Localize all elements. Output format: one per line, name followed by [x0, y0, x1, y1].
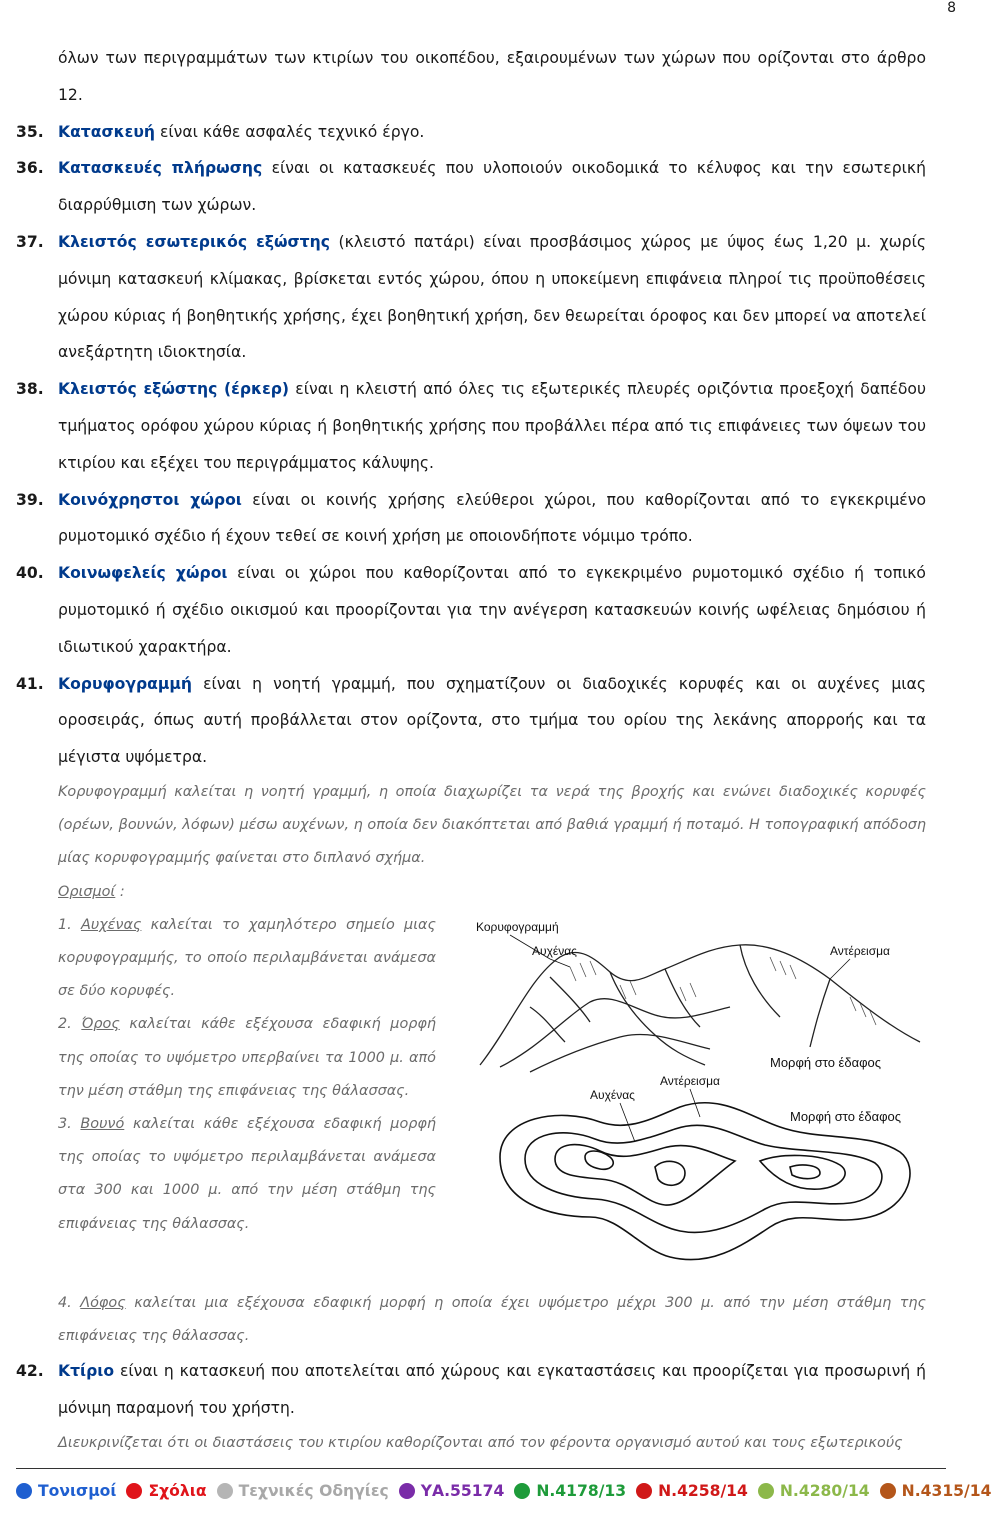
definition-4 [16, 1287, 926, 1353]
saddle-definition [58, 909, 436, 1009]
legend-label: Τονισμοί [38, 1482, 117, 1500]
definition-number: 1. [58, 916, 81, 933]
item-text [58, 555, 926, 665]
item-body: είναι οι χώροι που καθορίζονται από το εγκεκριμένο ρυμοτομικό σχέδιο ή τοπικό ρυμοτομικό ή σχέδιο οικισμού και προορίζονται για την ανέγερση κατασκευών κοινής ωφέλειας δημόσιου ή ιδιωτικού χαρακτήρα. [58, 564, 926, 656]
mountain-range-definition-link[interactable]: Όρος [81, 1016, 120, 1033]
definition-item [16, 114, 926, 151]
legend-dot-icon [514, 1483, 530, 1499]
definitions-block [16, 909, 926, 1287]
legend-label: Ν.4178/13 [536, 1482, 627, 1500]
legend-dot-icon [217, 1483, 233, 1499]
item-body: είναι οι κατασκευές που υλοποιούν οικοδομικά το κέλυφος και την εσωτερική διαρρύθμιση των χώρων. [58, 159, 926, 215]
legend-dot-icon [758, 1483, 774, 1499]
legend-label: Ν.4280/14 [779, 1482, 870, 1500]
legend-link-2[interactable] [126, 1482, 206, 1500]
legend-link-3[interactable] [217, 1482, 389, 1500]
item-text [58, 114, 926, 151]
item-text [58, 666, 926, 776]
legend-link-8[interactable] [880, 1482, 992, 1500]
item-body: (κλειστό πατάρι) είναι προσβάσιμος χώρος με ύψος έως 1,20 μ. χωρίς μόνιμη κατασκευή κλίμακας, βρίσκεται εντός χώρου, όπου η υποκείμενη επιφάνεια πληροί τις προϋποθέσεις χώρου κύριας ή βοηθητικής χρήσης, έχει βοηθητική χρήση, δεν θεωρείται όροφος και δεν μπορεί να αποτελεί ανεξάρτητη ιδιοκτησία. [58, 232, 926, 362]
label-spur-top: Αντέρεισμα [830, 943, 890, 958]
label-ridge: Κορυφογραμμή [476, 919, 559, 934]
legend-link-7[interactable] [758, 1482, 870, 1500]
terrain-hatching [570, 957, 876, 1025]
item-number: 35. [16, 122, 44, 141]
definition-item [16, 224, 926, 371]
definition-item [16, 371, 926, 481]
item-body: είναι οι κοινής χρήσης ελεύθεροι χώροι, που καθορίζονται από το εγκεκριμένο ρυμοτομικό σχέδιο ή έχουν τεθεί σε κοινή χρήση με οποιονδήποτε νόμιμο τρόπο. [58, 490, 926, 546]
legend-label: Σχόλια [148, 1482, 207, 1500]
item-number: 39. [16, 490, 44, 509]
legend-footer [16, 1482, 1001, 1500]
item-number: 37. [16, 232, 44, 251]
definition-body: καλείται το χαμηλότερο σημείο μιας κορυφογραμμής, το οποίο περιλαμβάνεται ανάμεσα σε δύο κορυφές. [58, 916, 436, 1000]
definitions-heading-link[interactable]: Ορισμοί [58, 883, 116, 900]
item-number: 36. [16, 159, 44, 178]
label-spur-bottom: Αντέρεισμα [660, 1073, 720, 1088]
item-text [58, 224, 926, 371]
definition-item [16, 666, 926, 776]
item-term: Κτίριο [58, 1362, 115, 1381]
mountain-range-definition [58, 1008, 436, 1108]
item-text [58, 371, 926, 481]
document-body [16, 40, 926, 1460]
legend-link-6[interactable] [636, 1482, 748, 1500]
item-number: 40. [16, 564, 44, 583]
page-number: 8 [947, 0, 956, 16]
terrain-sketch [480, 945, 920, 1072]
item-text [58, 1353, 926, 1427]
legend-link-1[interactable] [16, 1482, 116, 1500]
definition-body: καλείται κάθε εξέχουσα εδαφική μορφή της οποίας το υψόμετρο περιλαμβάνεται ανάμεσα στα 300 και 1000 μ. από την μέση στάθμη της επιφάνειας της θάλασσας. [58, 1115, 436, 1232]
legend-label: Ν.4315/14 [901, 1482, 992, 1500]
intro-paragraph [16, 40, 926, 114]
item-body: είναι η νοητή γραμμή, που σχηματίζουν οι διαδοχικές κορυφές και οι αυχένες μιας οροσειράς, όπως αυτή προβάλλεται στον ορίζοντα, στο τμήμα του ορίου της λεκάνης απορροής και τα μέγιστα υψόμετρα. [58, 674, 926, 767]
definition-item [16, 555, 926, 665]
legend-label: Τεχνικές Οδηγίες [238, 1482, 389, 1500]
hill-definition-link[interactable]: Λόφος [80, 1294, 126, 1311]
contour-map [500, 1102, 910, 1259]
legend-label: Ν.4258/14 [658, 1482, 748, 1500]
definition-item [16, 1353, 926, 1427]
item-term: Κοινωφελείς χώροι [58, 564, 228, 583]
mountain-definition-link[interactable]: Βουνό [80, 1115, 125, 1132]
legend-dot-icon [636, 1483, 652, 1499]
commentary-41: Κορυφογραμμή καλείται η νοητή γραμμή, η οποία διαχωρίζει τα νερά της βροχής και ενώνει διαδοχικές κορυφές (ορέων, βουνών, λόφων) μέσω αυχένων, η οποία δεν διακόπτεται από βαθιά γραμμή ή ποταμό. Η τοπογραφική απόδοση μίας κορυφογραμμής φαίνεται στο διπλανό σχήμα. [58, 783, 926, 867]
definition-body: καλείται μια εξέχουσα εδαφική μορφή η οποία έχει υψόμετρο μέχρι 300 μ. από την μέση στάθμη της επιφάνειας της θάλασσας. [58, 1294, 926, 1344]
legend-dot-icon [126, 1483, 142, 1499]
definition-number: 3. [58, 1115, 81, 1132]
item-body: είναι η κλειστή από όλες τις εξωτερικές πλευρές οριζόντια προεξοχή δαπέδου τμήματος ορόφου χώρου κύριας ή βοηθητικής χρήσης που προβάλλει πέρα από τις επιφάνειες των όψεων του κτιρίου και εξέχει του περιγράμματος κάλυψης. [58, 380, 926, 472]
label-saddle-top: Αυχένας [532, 943, 577, 958]
item-text [58, 150, 926, 224]
label-terrain-top: Μορφή στο έδαφος [770, 1054, 882, 1070]
legend-dot-icon [16, 1483, 32, 1499]
mountain-definition [58, 1108, 436, 1241]
definition-item [16, 150, 926, 224]
item-term: Κατασκευές πλήρωσης [58, 159, 263, 178]
intro-text: όλων των περιγραμμάτων των κτιρίων του οικοπέδου, εξαιρουμένων των χώρων που ορίζονται στο άρθρο 12. [58, 49, 926, 104]
definitions-text [58, 909, 436, 1287]
item-term: Κλειστός εξώστης (έρκερ) [58, 380, 290, 399]
legend-label: ΥΑ.55174 [420, 1482, 505, 1500]
legend-dot-icon [399, 1483, 415, 1499]
definition-body: καλείται κάθε εξέχουσα εδαφική μορφή της οποίας το υψόμετρο υπερβαίνει τα 1000 μ. από την μέση στάθμη της επιφάνειας της θάλασσας. [58, 1016, 436, 1099]
item-number: 41. [16, 674, 44, 693]
footer-divider [16, 1468, 946, 1469]
item-number: 38. [16, 380, 44, 399]
definition-item [16, 482, 926, 556]
ridge-figure [470, 917, 926, 1287]
legend-link-4[interactable] [399, 1482, 505, 1500]
legend-link-5[interactable] [514, 1482, 626, 1500]
item-term: Κορυφογραμμή [58, 674, 192, 693]
saddle-definition-link[interactable]: Αυχένας [80, 916, 142, 933]
figure-labels [476, 920, 901, 1124]
label-terrain-bottom: Μορφή στο έδαφος [790, 1108, 902, 1124]
definition-number: 2. [58, 1016, 82, 1033]
item-number: 42. [16, 1362, 44, 1381]
item-text [58, 482, 926, 556]
item-42 [16, 1353, 926, 1427]
label-saddle-bottom: Αυχένας [590, 1087, 635, 1102]
definitions-list [16, 114, 926, 776]
item-body: είναι κάθε ασφαλές τεχνικό έργο. [155, 122, 425, 141]
commentary-42: Διευκρινίζεται ότι οι διαστάσεις του κτιρίου καθορίζονται από τον φέροντα οργανισμό αυτού και τους εξωτερικούς [58, 1434, 903, 1451]
item-term: Κατασκευή [58, 122, 155, 141]
item-body: είναι η κατασκευή που αποτελείται από χώρους και εγκαταστάσεις και προορίζεται για προσωρινή ή μόνιμη παραμονή του χρήστη. [58, 1362, 926, 1417]
item-term: Κλειστός εσωτερικός εξώστης [58, 232, 330, 251]
legend-dot-icon [880, 1483, 896, 1499]
definition-number: 4. [58, 1294, 81, 1311]
definitions-heading: Ορισμοί : [58, 883, 125, 900]
item-term: Κοινόχρηστοι χώροι [58, 490, 242, 509]
